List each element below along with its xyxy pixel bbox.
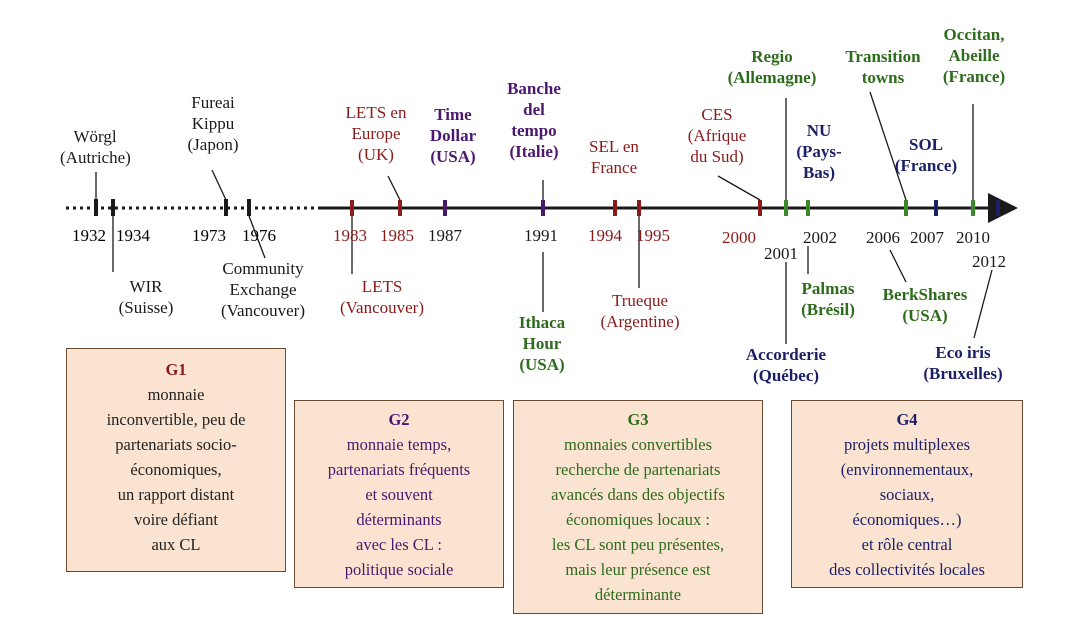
event-fureai (178, 92, 248, 155)
group-text: avec les CL : (356, 535, 442, 554)
event-occitan-abeille (924, 24, 1024, 87)
year-1934: 1934 (116, 226, 150, 245)
event-text: (USA) (519, 355, 565, 374)
group-title: G3 (627, 410, 649, 429)
group-box-g3 (513, 400, 763, 614)
event-text: Accorderie (745, 345, 827, 364)
year-2002: 2002 (803, 228, 837, 247)
event-text: Regio (751, 47, 793, 66)
year-1932: 1932 (72, 226, 106, 245)
event-wir (106, 276, 186, 318)
event-regio (716, 46, 828, 88)
event-text: Palmas (801, 279, 855, 298)
year-2001: 2001 (764, 244, 798, 263)
event-text: Europe (351, 124, 401, 143)
group-title: G2 (388, 410, 410, 429)
event-text: France (590, 158, 638, 177)
event-nu (784, 120, 854, 183)
event-text: Exchange (229, 280, 297, 299)
event-text: Ithaca (518, 313, 566, 332)
group-text: mais leur présence est (565, 560, 711, 579)
group-text: monnaie (147, 385, 205, 404)
group-text: partenariats fréquents (327, 460, 471, 479)
event-text: NU (806, 121, 832, 140)
year-1991: 1991 (524, 226, 558, 245)
event-berkshares (868, 284, 982, 326)
event-text: Eco iris (935, 343, 991, 362)
group-text: avancés dans des objectifs (551, 485, 725, 504)
event-sel-france (576, 136, 652, 178)
year-1973: 1973 (192, 226, 226, 245)
event-text: (Brésil) (801, 300, 855, 319)
event-text: Dollar (429, 126, 477, 145)
event-text: del (523, 100, 545, 119)
event-text: Community (222, 259, 304, 278)
event-text: Kippu (191, 114, 235, 133)
event-text: WIR (129, 277, 163, 296)
group-box-g4 (791, 400, 1023, 588)
connector-lets-eu (388, 176, 400, 200)
event-text: (Vancouver) (220, 301, 305, 320)
year-1985: 1985 (380, 226, 414, 245)
event-text: (USA) (902, 306, 948, 325)
event-ces (676, 104, 758, 167)
event-text: Bas) (802, 163, 836, 182)
group-text: voire défiant (134, 510, 218, 529)
group-text: monnaie temps, (346, 435, 452, 454)
event-text: (Vancouver) (339, 298, 424, 317)
event-text: towns (861, 68, 905, 87)
group-title: G4 (896, 410, 918, 429)
year-1976: 1976 (242, 226, 276, 245)
event-text: BerkShares (882, 285, 968, 304)
group-text: sociaux, (879, 485, 935, 504)
event-text: Time (434, 105, 472, 124)
group-text: économiques…) (852, 510, 962, 529)
event-eco-iris (908, 342, 1018, 384)
event-text: (Québec) (752, 366, 820, 385)
year-1994: 1994 (588, 226, 622, 245)
event-accorderie (734, 344, 838, 386)
event-text: Trueque (611, 291, 669, 310)
group-box-g2 (294, 400, 504, 588)
event-sol (884, 134, 968, 176)
event-text: (UK) (358, 145, 394, 164)
event-lets-vancouver (326, 276, 438, 318)
event-text: Hour (522, 334, 562, 353)
event-text: (Pays- (796, 142, 842, 161)
event-text: (USA) (430, 147, 476, 166)
group-text: économiques locaux : (566, 510, 710, 529)
group-text: politique sociale (344, 560, 454, 579)
event-text: LETS en (345, 103, 407, 122)
event-text: Occitan, (943, 25, 1005, 44)
connector-fureai (212, 170, 226, 200)
event-text: Abeille (948, 46, 1000, 65)
group-text: des collectivités locales (829, 560, 985, 579)
group-text: déterminants (356, 510, 442, 529)
event-text: (Afrique (687, 126, 747, 145)
group-text: inconvertible, peu de (106, 410, 246, 429)
group-title: G1 (165, 360, 187, 379)
event-palmas (790, 278, 866, 320)
event-text: Banche (507, 79, 561, 98)
event-text: Transition (845, 47, 921, 66)
year-1987: 1987 (428, 226, 462, 245)
event-text: CES (701, 105, 733, 124)
event-trueque (590, 290, 690, 332)
event-text: (Bruxelles) (923, 364, 1003, 383)
group-text: et rôle central (861, 535, 953, 554)
event-text: (France) (894, 156, 958, 175)
year-1983: 1983 (333, 226, 367, 245)
group-text: un rapport distant (117, 485, 235, 504)
event-worgl (60, 126, 130, 168)
event-text: tempo (511, 121, 557, 140)
event-text: SEL en (589, 137, 639, 156)
event-text: (Suisse) (118, 298, 174, 317)
connector-ces (718, 176, 760, 200)
group-text: projets multiplexes (843, 435, 971, 454)
year-2012: 2012 (972, 252, 1006, 271)
event-text: (Argentine) (600, 312, 680, 331)
group-text: économiques, (130, 460, 222, 479)
year-2000: 2000 (722, 228, 756, 247)
event-time-dollar (420, 104, 486, 167)
event-lets-europe (336, 102, 416, 165)
year-1995: 1995 (636, 226, 670, 245)
event-transition-towns (832, 46, 934, 88)
event-text: LETS (361, 277, 403, 296)
group-text: et souvent (365, 485, 433, 504)
year-2007: 2007 (910, 228, 944, 247)
event-text: du Sud) (690, 147, 744, 166)
group-text: (environnementaux, (840, 460, 974, 479)
event-community (208, 258, 318, 321)
year-2006: 2006 (866, 228, 900, 247)
connector-berkshares (890, 250, 906, 282)
event-text: SOL (908, 135, 944, 154)
group-text: partenariats socio- (115, 435, 237, 454)
event-banche-del-tempo (494, 78, 574, 162)
group-text: les CL sont peu présentes, (551, 535, 725, 554)
group-text: déterminante (594, 585, 682, 604)
group-text: recherche de partenariats (555, 460, 721, 479)
group-text: aux CL (151, 535, 201, 554)
event-text: (Japon) (187, 135, 239, 154)
year-2010: 2010 (956, 228, 990, 247)
event-text: (Allemagne) (727, 68, 817, 87)
event-text: Fureai (191, 93, 235, 112)
event-text: (France) (942, 67, 1006, 86)
event-text: (Italie) (509, 142, 559, 161)
event-ithaca-hour (502, 312, 582, 375)
group-box-g1 (66, 348, 286, 572)
event-text: Wörgl (73, 127, 117, 146)
event-text: (Autriche) (60, 148, 131, 167)
group-text: monnaies convertibles (563, 435, 712, 454)
